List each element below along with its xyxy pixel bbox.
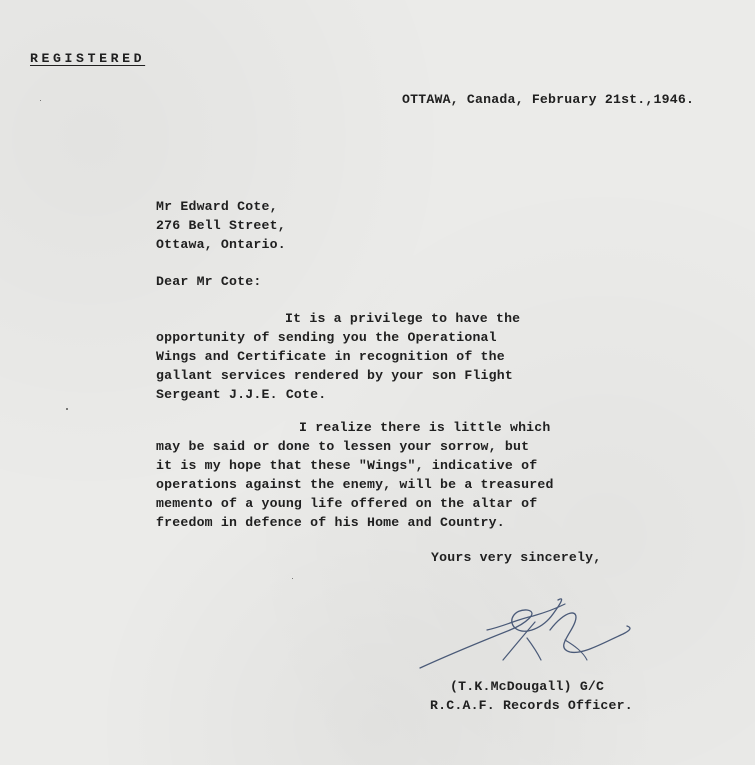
salutation: Dear Mr Cote: (156, 274, 262, 289)
paragraph-line: may be said or done to lessen your sorrow, but (156, 439, 530, 454)
paper-speck (40, 100, 41, 101)
paragraph-line: Sergeant J.J.E. Cote. (156, 387, 327, 402)
recipient-street: 276 Bell Street, (156, 218, 286, 233)
paragraph-line: it is my hope that these "Wings", indicative of (156, 458, 538, 473)
paragraph-line: freedom in defence of his Home and Country. (156, 515, 505, 530)
paragraph-line: opportunity of sending you the Operational (156, 330, 497, 345)
paper-speck (292, 578, 293, 579)
paragraph-line: Wings and Certificate in recognition of the (156, 349, 505, 364)
recipient-name: Mr Edward Cote, (156, 199, 278, 214)
registered-marking: REGISTERED (30, 51, 146, 66)
paragraph-line: operations against the enemy, will be a treasured (156, 477, 554, 492)
recipient-city: Ottawa, Ontario. (156, 237, 286, 252)
closing: Yours very sincerely, (431, 550, 602, 565)
paper-speck (66, 408, 68, 410)
paragraph-line: It is a privilege to have the (285, 311, 521, 326)
paragraph-line: memento of a young life offered on the altar of (156, 496, 538, 511)
handwritten-signature (415, 590, 645, 680)
signatory-title: R.C.A.F. Records Officer. (430, 698, 633, 713)
dateline: OTTAWA, Canada, February 21st.,1946. (402, 92, 695, 107)
paragraph-line: I realize there is little which (299, 420, 551, 435)
paragraph-line: gallant services rendered by your son Flight (156, 368, 514, 383)
signatory-name: (T.K.McDougall) G/C (450, 679, 605, 694)
